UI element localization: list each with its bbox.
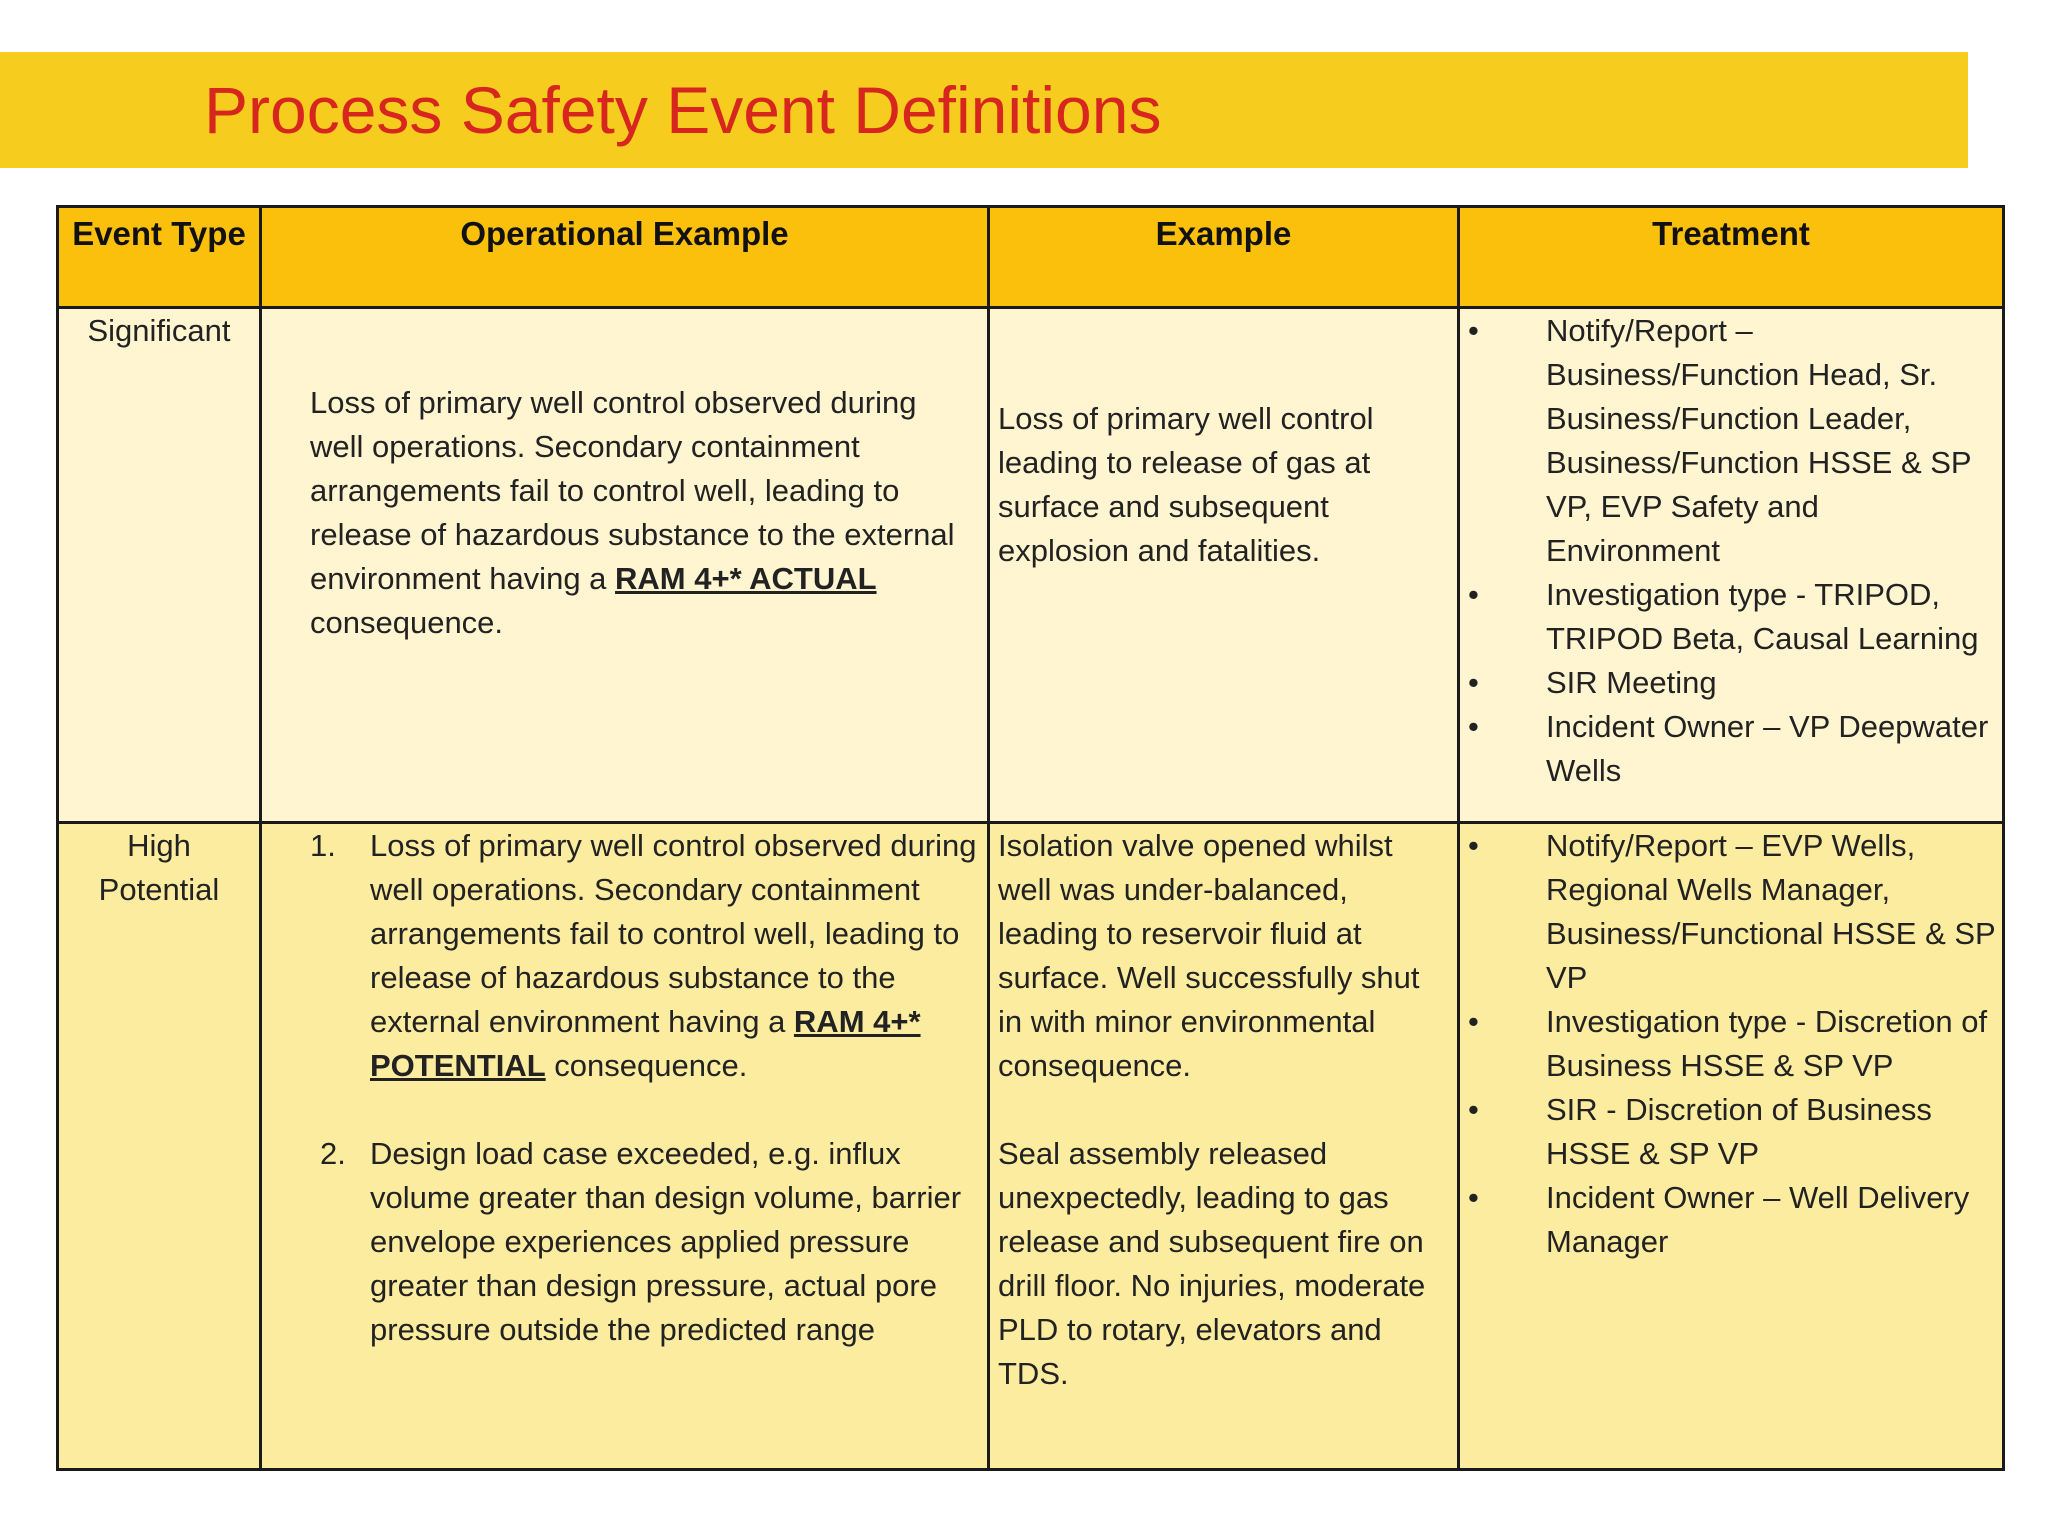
operational-example-cell <box>261 308 989 823</box>
treatment-cell <box>1459 308 2004 823</box>
ram-actual-emphasis: RAM 4+* ACTUAL <box>615 561 877 596</box>
header-row <box>58 207 2004 308</box>
bullet-icon: • <box>1468 313 1479 348</box>
list-item <box>1460 573 1996 661</box>
bullet-icon: • <box>1468 665 1479 700</box>
item-number: 2. <box>320 1136 346 1171</box>
example-text <box>990 824 1457 1396</box>
ram-potential-emphasis: RAM 4+* POTENTIAL <box>370 1004 921 1083</box>
event-type-cell: High Potential <box>58 823 261 1470</box>
bullet-icon: • <box>1468 709 1479 744</box>
example-cell <box>989 308 1459 823</box>
treatment-item-text: Notify/Report – Business/Function Head, Sr. Business/Function Leader, Business/Function HSSE & SP VP, EVP Safety and Environment <box>1546 313 1972 568</box>
bullet-icon: • <box>1468 577 1479 612</box>
numbered-item <box>310 824 977 1088</box>
operational-example-list <box>262 824 987 1352</box>
treatment-item-text: Investigation type - TRIPOD, TRIPOD Beta, Causal Learning <box>1546 577 1979 656</box>
header-example: Example <box>989 207 1459 308</box>
event-definitions-table <box>56 205 2005 1471</box>
example-text: Loss of primary well control leading to release of gas at surface and subsequent explosion and fatalities. <box>998 401 1374 568</box>
numbered-item-body: Loss of primary well control observed during well operations. Secondary containment arrangements fail to control well, leading to release of hazardous substance to the external environment having a <box>370 828 977 1039</box>
list-item <box>1460 1088 1996 1176</box>
treatment-cell <box>1459 823 2004 1470</box>
treatment-list <box>1460 309 2002 793</box>
table-row-significant <box>58 308 2004 823</box>
table-row-high-potential <box>58 823 2004 1470</box>
event-type-cell: Significant <box>58 308 261 823</box>
operational-example-tail: consequence. <box>310 605 504 640</box>
header-event-type: Event Type <box>58 207 261 308</box>
treatment-item-text: Incident Owner – Well Delivery Manager <box>1546 1180 1970 1259</box>
treatment-item-text: SIR Meeting <box>1546 665 1717 700</box>
title-banner <box>0 52 1968 168</box>
item-number: 1. <box>310 828 336 863</box>
example-paragraph: Seal assembly released unexpectedly, leading to gas release and subsequent fire on drill floor. No injuries, moderate PLD to rotary, elevators and TDS. <box>998 1136 1426 1391</box>
list-item <box>1460 309 1996 573</box>
operational-example-text <box>262 309 987 645</box>
bullet-icon: • <box>1468 1180 1479 1215</box>
numbered-item-body: Design load case exceeded, e.g. influx volume greater than design volume, barrier envelope experiences applied pressure greater than design pressure, actual pore pressure outside the predicted range <box>370 1136 962 1347</box>
paragraph-gap <box>998 1088 1449 1132</box>
operational-example-cell <box>261 823 989 1470</box>
bullet-icon: • <box>1468 1004 1479 1039</box>
treatment-item-text: SIR - Discretion of Business HSSE & SP VP <box>1546 1092 1932 1171</box>
treatment-list <box>1460 824 2002 1264</box>
list-item <box>1460 1000 1996 1088</box>
bullet-icon: • <box>1468 828 1479 863</box>
header-operational-example: Operational Example <box>261 207 989 308</box>
list-item <box>1460 1176 1996 1264</box>
list-item <box>1460 661 1996 705</box>
numbered-item-tail: consequence. <box>545 1048 748 1083</box>
list-item <box>1460 824 1996 1000</box>
list-item <box>1460 705 1996 793</box>
bullet-icon: • <box>1468 1092 1479 1127</box>
treatment-item-text: Notify/Report – EVP Wells, Regional Wells Manager, Business/Functional HSSE & SP VP <box>1546 828 1996 995</box>
operational-example-body: Loss of primary well control observed during well operations. Secondary containment arrangements fail to control well, leading to release of hazardous substance to the external environment having a <box>310 385 955 596</box>
example-cell <box>989 823 1459 1470</box>
header-treatment: Treatment <box>1459 207 2004 308</box>
page-title: Process Safety Event Definitions <box>204 73 1162 147</box>
treatment-item-text: Investigation type - Discretion of Business HSSE & SP VP <box>1546 1004 1988 1083</box>
example-paragraph: Isolation valve opened whilst well was under-balanced, leading to reservoir fluid at surface. Well successfully shut in with minor environmental consequence. <box>998 828 1420 1083</box>
treatment-item-text: Incident Owner – VP Deepwater Wells <box>1546 709 1989 788</box>
numbered-item <box>310 1132 977 1352</box>
